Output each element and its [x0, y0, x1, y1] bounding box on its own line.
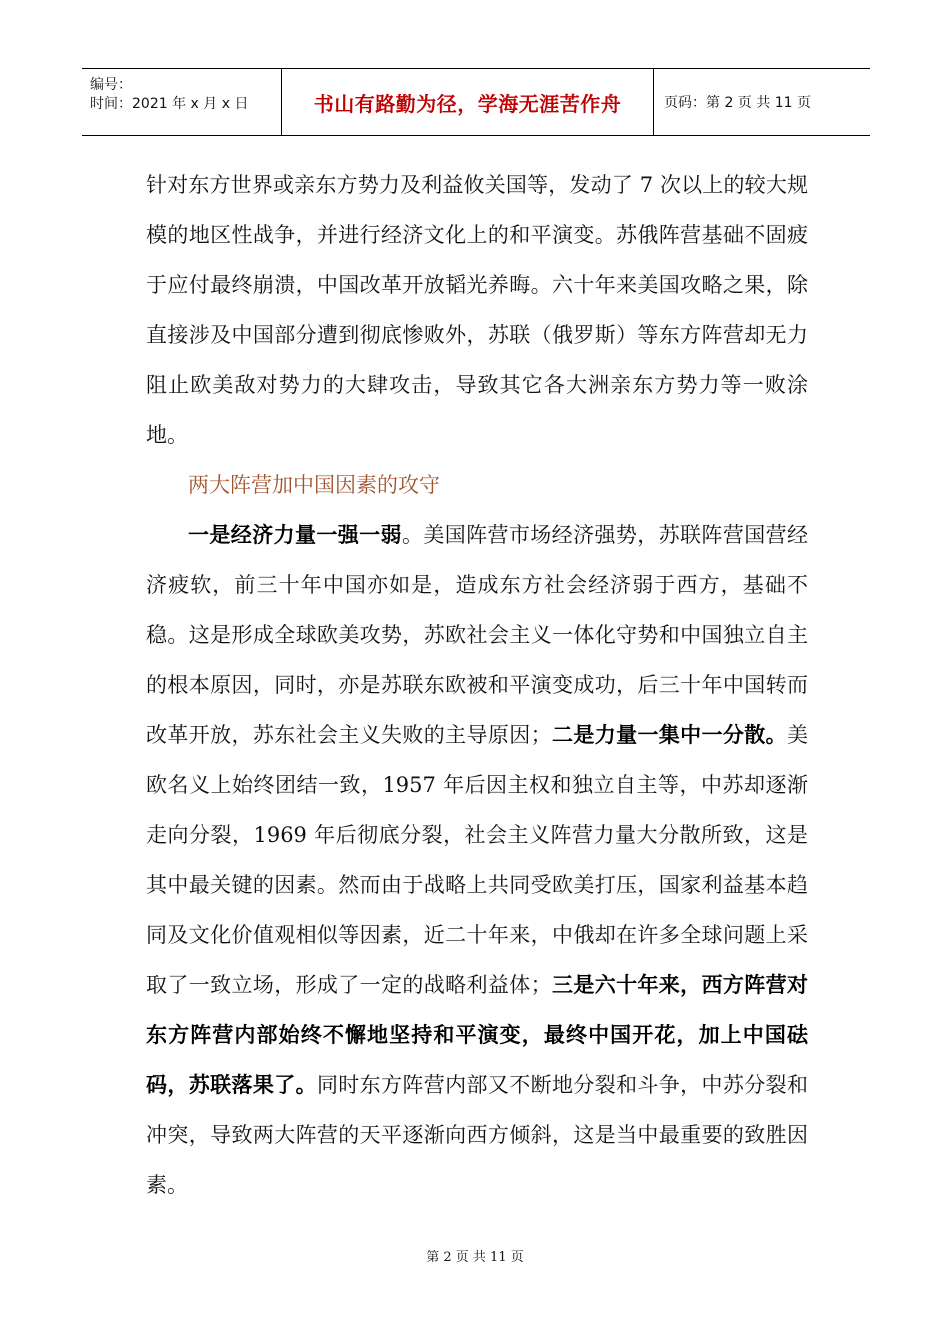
- document-body: [146, 160, 808, 1210]
- motto-text: 书山有路勤为径，学海无涯苦作舟: [313, 91, 622, 116]
- point-2-bold: 二是力量一集中一分散。: [551, 722, 788, 747]
- header-meta-cell: [82, 69, 282, 135]
- header-page-cell: [654, 69, 870, 135]
- header-motto-cell: [282, 69, 654, 135]
- page-footer: 第 2 页 共 11 页: [426, 1250, 524, 1265]
- page-info: 页码：第 2 页 共 11 页: [664, 95, 811, 111]
- point-3-text: 同时东方阵营内部又不断地分裂和斗争，中苏分裂和冲突，导致两大阵营的天平逐渐向西方倾斜，这是当中最重要的致胜因素。: [146, 1073, 809, 1197]
- point-2-text: 美欧名义上始终团结一致，1957 年后因主权和独立自主等，中苏却逐渐走向分裂，1969 年后彻底分裂，社会主义阵营力量大分散所致，这是其中最关键的因素。然而由于战略上共同受欧美打压，国家利益基本趋同及文化价值观相似等因素，近二十年来，中俄却在许多全球问题上采取了一致立场，形成了一定的战略利益体；: [146, 723, 809, 997]
- point-1-bold: 一是经济力量一强一弱: [188, 522, 402, 547]
- paragraph-1: 针对东方世界或亲东方势力及利益攸关国等，发动了 7 次以上的较大规模的地区性战争，并进行经济文化上的和平演变。苏俄阵营基础不固疲于应付最终崩溃，中国改革开放韬光养晦。六十年来美国攻略之果，除直接涉及中国部分遭到彻底惨败外，苏联（俄罗斯）等东方阵营却无力阻止欧美敌对势力的大肆攻击，导致其它各大洲亲东方势力等一败涂地。: [146, 173, 808, 447]
- section-subheading: 两大阵营加中国因素的攻守: [188, 473, 440, 497]
- point-3-bold: 三是六十年来，西方阵营对东方阵营内部始终不懈地坚持和平演变，最终中国开花，加上中国砝码，苏联落果了。: [146, 972, 809, 1097]
- point-1-text: 。美国阵营市场经济强势，苏联阵营国营经济疲软，前三十年中国亦如是，造成东方社会经济弱于西方，基础不稳。这是形成全球欧美攻势，苏欧社会主义一体化守势和中国独立自主的根本原因，同时，亦是苏联东欧被和平演变成功，后三十年中国转而改革开放，苏东社会主义失败的主导原因；: [146, 523, 809, 747]
- date-label: 时间：2021 年 x 月 x 日: [90, 96, 249, 112]
- number-label: 编号：: [90, 77, 132, 93]
- paragraph-2: [146, 510, 808, 1210]
- document-header: [82, 68, 870, 136]
